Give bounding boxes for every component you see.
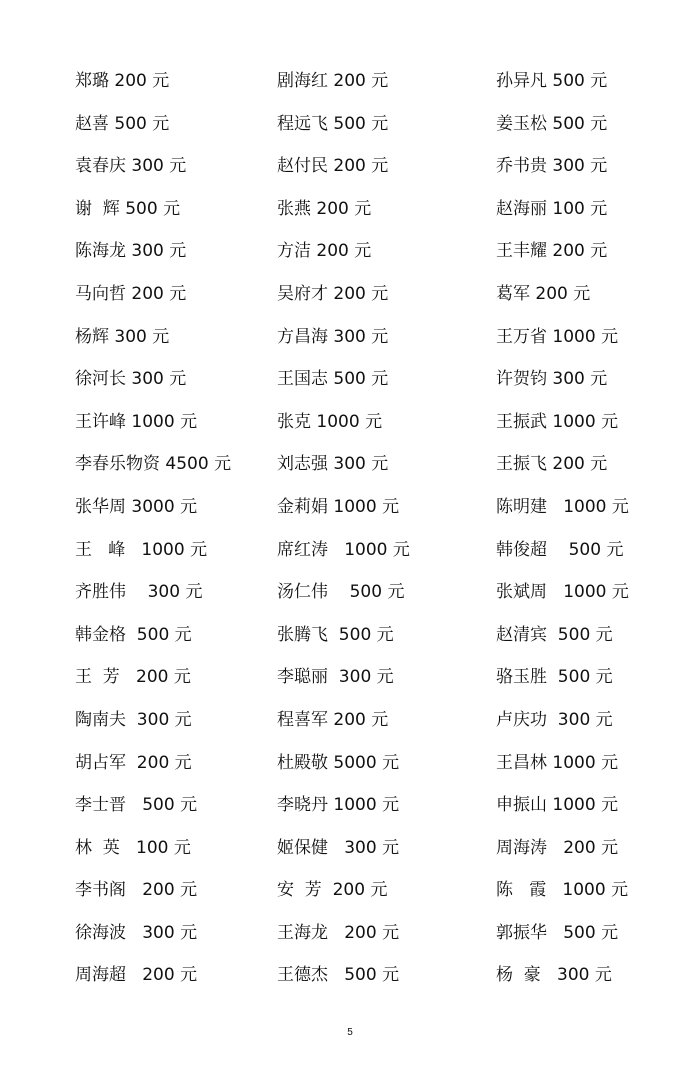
donor-row	[0, 486, 700, 529]
donor-entry: 王振武 1000 元	[496, 411, 619, 432]
donor-entry: 赵喜 500 元	[75, 113, 170, 134]
donor-entry: 陈海龙 300 元	[75, 241, 187, 262]
donor-entry: 姜玉松 500 元	[496, 113, 608, 134]
donor-row	[0, 954, 700, 997]
donor-row	[0, 614, 700, 657]
donor-entry: 赵清宾 500 元	[496, 624, 613, 645]
donor-row	[0, 699, 700, 742]
donor-entry: 孙异凡 500 元	[496, 71, 608, 91]
donor-row	[0, 571, 700, 614]
donor-row	[0, 273, 700, 316]
donor-entry: 李春乐物资 4500 元	[75, 454, 232, 475]
donor-entry: 徐河长 300 元	[75, 369, 187, 390]
donor-entry: 王许峰 1000 元	[75, 411, 198, 432]
donor-entry: 乔书贵 300 元	[496, 156, 608, 177]
donor-entry: 剧海红 200 元	[277, 71, 389, 91]
donor-entry: 姬保健 300 元	[277, 837, 400, 858]
donor-row	[0, 103, 700, 146]
donor-list	[0, 60, 700, 997]
donor-entry: 韩金格 500 元	[75, 624, 192, 645]
donor-entry: 王 芳 200 元	[75, 667, 191, 688]
donor-row	[0, 656, 700, 699]
donor-entry: 王德杰 500 元	[277, 965, 400, 986]
donor-entry: 林 英 100 元	[75, 837, 191, 858]
donor-entry: 张华周 3000 元	[75, 496, 198, 517]
page-number: 5	[347, 1027, 353, 1038]
donor-entry: 席红涛 1000 元	[277, 539, 410, 560]
donor-entry: 陈明建 1000 元	[496, 496, 629, 517]
donor-entry: 袁春庆 300 元	[75, 156, 187, 177]
donor-entry: 刘志强 300 元	[277, 454, 389, 475]
donor-row	[0, 60, 700, 103]
donor-entry: 申振山 1000 元	[496, 795, 619, 816]
donor-row	[0, 742, 700, 785]
donor-row	[0, 869, 700, 912]
donor-entry: 陈 霞 1000 元	[496, 880, 629, 901]
donor-entry: 李晓丹 1000 元	[277, 795, 400, 816]
donor-entry: 李书阁 200 元	[75, 880, 198, 901]
donor-row	[0, 529, 700, 572]
donor-row	[0, 188, 700, 231]
donor-entry: 赵海丽 100 元	[496, 198, 608, 219]
donor-row	[0, 827, 700, 870]
donor-entry: 张燕 200 元	[277, 198, 372, 219]
donor-entry: 王丰耀 200 元	[496, 241, 608, 262]
donor-entry: 安 芳 200 元	[277, 880, 388, 901]
donor-row	[0, 401, 700, 444]
donor-entry: 马向哲 200 元	[75, 283, 187, 304]
donor-entry: 金莉娟 1000 元	[277, 496, 400, 517]
donor-row	[0, 145, 700, 188]
donor-entry: 周海涛 200 元	[496, 837, 619, 858]
donor-entry: 张腾飞 500 元	[277, 624, 394, 645]
donor-entry: 杨辉 300 元	[75, 326, 170, 347]
donor-entry: 方昌海 300 元	[277, 326, 389, 347]
donor-entry: 许贺钧 300 元	[496, 369, 608, 390]
donor-entry: 王昌林 1000 元	[496, 752, 619, 773]
donor-row	[0, 784, 700, 827]
donor-entry: 徐海波 300 元	[75, 922, 198, 943]
donor-entry: 谢 辉 500 元	[75, 198, 181, 219]
donor-entry: 王海龙 200 元	[277, 922, 400, 943]
donor-row	[0, 912, 700, 955]
donor-entry: 方洁 200 元	[277, 241, 372, 262]
donor-entry: 杨 豪 300 元	[496, 965, 612, 986]
donor-row	[0, 358, 700, 401]
donor-entry: 赵付民 200 元	[277, 156, 389, 177]
donor-entry: 李聪丽 300 元	[277, 667, 394, 688]
donor-entry: 周海超 200 元	[75, 965, 198, 986]
donor-row	[0, 443, 700, 486]
donor-entry: 张克 1000 元	[277, 411, 383, 432]
donor-entry: 王国志 500 元	[277, 369, 389, 390]
donor-entry: 齐胜伟 300 元	[75, 582, 203, 603]
donor-entry: 张斌周 1000 元	[496, 582, 629, 603]
donor-entry: 胡占军 200 元	[75, 752, 192, 773]
donor-entry: 葛军 200 元	[496, 283, 591, 304]
donor-entry: 王 峰 1000 元	[75, 539, 208, 560]
donor-row	[0, 316, 700, 359]
donor-entry: 杜殿敬 5000 元	[277, 752, 400, 773]
donor-row	[0, 230, 700, 273]
donor-entry: 骆玉胜 500 元	[496, 667, 613, 688]
donor-entry: 王振飞 200 元	[496, 454, 608, 475]
donor-entry: 汤仁伟 500 元	[277, 582, 405, 603]
donor-entry: 程喜军 200 元	[277, 709, 389, 730]
donor-entry: 郭振华 500 元	[496, 922, 619, 943]
donor-entry: 王万省 1000 元	[496, 326, 619, 347]
donor-entry: 程远飞 500 元	[277, 113, 389, 134]
donor-entry: 卢庆功 300 元	[496, 709, 613, 730]
donor-entry: 韩俊超 500 元	[496, 539, 624, 560]
donor-entry: 吴府才 200 元	[277, 283, 389, 304]
donor-entry: 郑璐 200 元	[75, 71, 170, 91]
donor-entry: 陶南夫 300 元	[75, 709, 192, 730]
donor-entry: 李士晋 500 元	[75, 795, 198, 816]
